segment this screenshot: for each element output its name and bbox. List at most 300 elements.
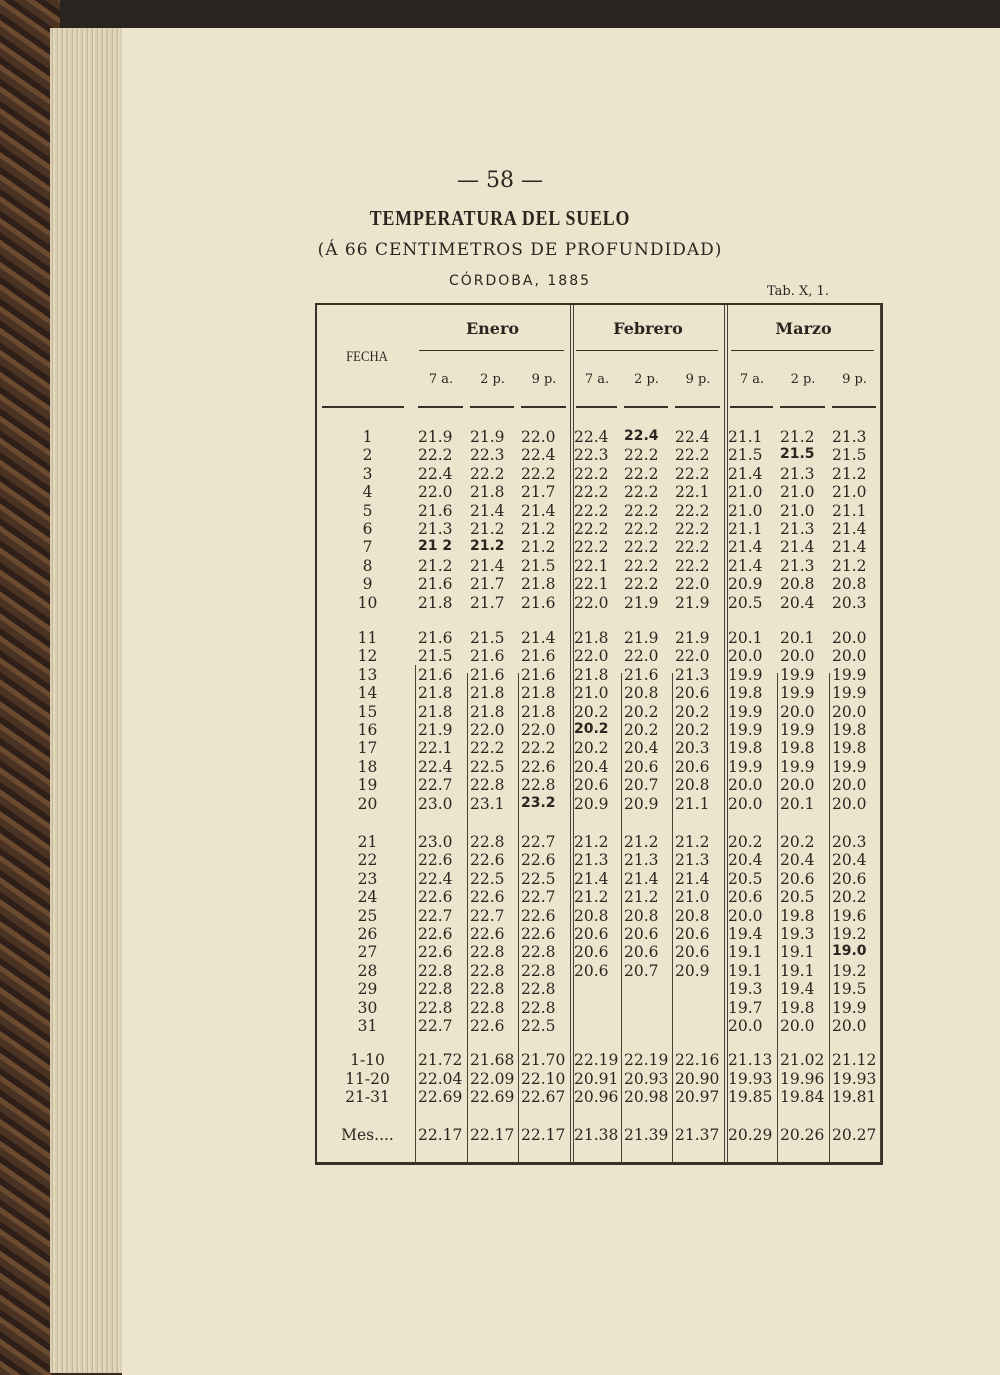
header-fecha: FECHA <box>346 349 388 365</box>
row-label: 12 <box>357 647 378 666</box>
row-label: 17 <box>357 739 378 758</box>
table-cell: 22.69 <box>418 1088 463 1106</box>
table-cell: 21.12 <box>832 1051 877 1069</box>
table-cell: 22.8 <box>470 980 505 999</box>
table-cell: 22.2 <box>574 464 609 483</box>
row-label: 7 <box>362 538 373 557</box>
row-label: 9 <box>362 575 373 594</box>
table-cell: 20.8 <box>675 776 710 795</box>
table-cell: 21.9 <box>624 629 659 647</box>
table-cell: 21.5 <box>780 446 815 463</box>
table-cell: 21.0 <box>832 483 867 502</box>
table-cell: 20.8 <box>675 906 710 925</box>
table-cell: 22.1 <box>574 556 609 575</box>
table-cell: 21.5 <box>521 556 556 575</box>
table-cell: 22.8 <box>521 776 556 795</box>
table-cell: 19.8 <box>728 739 763 758</box>
table-cell: 20.4 <box>780 593 815 612</box>
table-cell: 20.0 <box>728 647 763 666</box>
table-cell: 22.2 <box>624 575 659 594</box>
table-cell: 22.8 <box>470 998 505 1017</box>
table-cell: 19.7 <box>728 998 763 1017</box>
table-cell: 21.8 <box>574 629 609 647</box>
table-cell: 21.6 <box>470 665 505 684</box>
table-cell: 21.5 <box>418 647 453 666</box>
header-rule <box>624 406 668 408</box>
table-cell: 21.2 <box>470 520 505 538</box>
row-label: 24 <box>357 888 378 907</box>
table-cell: 22.6 <box>418 943 453 962</box>
row-label: 3 <box>362 464 373 483</box>
row-label: 18 <box>357 757 378 776</box>
header-rule <box>322 406 404 408</box>
row-label: 1-10 <box>350 1051 385 1069</box>
table-cell: 20.8 <box>832 575 867 594</box>
table-cell: 19.4 <box>728 925 763 943</box>
table-cell: 23.0 <box>418 794 453 813</box>
table-cell: 21.2 <box>521 520 556 538</box>
table-cell: 22.0 <box>675 647 710 666</box>
header-rule <box>576 406 617 408</box>
table-cell: 22.8 <box>418 961 453 980</box>
table-cell: 21.6 <box>521 665 556 684</box>
table-cell: 21.2 <box>832 556 867 575</box>
table-cell: 21.8 <box>521 684 556 703</box>
table-cell: 21.2 <box>832 464 867 483</box>
header-time: 7 a. <box>739 372 765 387</box>
table-cell: 20.0 <box>728 776 763 795</box>
table-id: Tab. X, 1. <box>767 284 829 299</box>
row-label: Mes.... <box>341 1126 394 1144</box>
table-cell: 20.3 <box>832 593 867 612</box>
table-cell: 19.81 <box>832 1088 877 1106</box>
header-time: 2 p. <box>480 372 505 387</box>
table-cell: 22.17 <box>470 1126 515 1144</box>
table-cell: 21.7 <box>521 483 556 502</box>
header-rule <box>521 406 566 408</box>
table-cell: 20.1 <box>728 629 763 647</box>
table-cell: 20.0 <box>780 702 815 721</box>
table-cell: 20.3 <box>832 833 867 851</box>
table-cell: 22.4 <box>675 428 710 446</box>
header-time: 7 a. <box>584 372 610 387</box>
table-cell: 19.96 <box>780 1069 825 1088</box>
table-cell: 22.19 <box>574 1051 619 1069</box>
table-cell: 21.6 <box>418 501 453 520</box>
table-cell: 21.5 <box>470 629 505 647</box>
table-cell: 21.1 <box>728 520 763 538</box>
header-time: 2 p. <box>790 372 816 387</box>
table-cell: 22.4 <box>624 428 659 444</box>
table-cell: 21.4 <box>470 556 505 575</box>
table-cell: 23.2 <box>521 794 556 811</box>
header-time: 9 p. <box>842 372 867 387</box>
table-cell: 22.8 <box>521 998 556 1017</box>
table-cell: 19.3 <box>728 980 763 999</box>
table-cell: 21.4 <box>470 501 505 520</box>
row-label: 20 <box>357 794 378 813</box>
table-cell: 20.96 <box>574 1088 619 1106</box>
table-cell: 20.6 <box>574 776 609 795</box>
table-cell: 22.6 <box>418 888 453 907</box>
table-cell: 20.0 <box>832 794 867 813</box>
table-cell: 20.9 <box>574 794 609 813</box>
table-cell: 19.1 <box>728 943 763 962</box>
row-label: 5 <box>362 501 373 520</box>
header-rule <box>832 406 876 408</box>
table-cell: 20.8 <box>624 906 659 925</box>
table-cell: 22.2 <box>675 464 710 483</box>
table-cell: 22.0 <box>574 647 609 666</box>
table-cell: 21.4 <box>832 520 867 538</box>
table-cell: 20.6 <box>624 925 659 943</box>
table-cell: 20.6 <box>574 925 609 943</box>
table-cell: 20.4 <box>780 851 815 870</box>
table-cell: 21.1 <box>675 794 710 813</box>
table-cell: 19.9 <box>832 665 867 684</box>
table-cell: 20.26 <box>780 1126 825 1144</box>
table-cell: 22.4 <box>574 428 609 446</box>
header-rule <box>675 406 720 408</box>
table-cell: 19.1 <box>780 961 815 980</box>
table-cell: 22.17 <box>418 1126 463 1144</box>
table-cell: 22.8 <box>470 833 505 851</box>
table-cell: 22.3 <box>470 446 505 465</box>
table-cell: 19.9 <box>832 684 867 703</box>
table-cell: 22.0 <box>574 593 609 612</box>
table-cell: 20.4 <box>832 851 867 870</box>
table-cell: 22.8 <box>521 961 556 980</box>
table-cell: 21.2 <box>521 538 556 557</box>
table-cell: 21.7 <box>470 593 505 612</box>
table-cell: 21.7 <box>470 575 505 594</box>
table-cell: 22.6 <box>470 925 505 943</box>
table-cell: 22.0 <box>624 647 659 666</box>
table-cell: 20.0 <box>832 776 867 795</box>
page-title: TEMPERATURA DEL SUELO <box>369 206 631 230</box>
column-rule <box>672 673 673 1163</box>
table-cell: 20.2 <box>574 721 609 737</box>
table-cell: 19.8 <box>728 684 763 703</box>
table-cell: 21.8 <box>521 575 556 594</box>
table-cell: 22.19 <box>624 1051 669 1069</box>
table-cell: 21.0 <box>675 888 710 907</box>
table-cell: 20.2 <box>574 702 609 721</box>
table-cell: 23.1 <box>470 794 505 813</box>
table-cell: 21.4 <box>728 556 763 575</box>
header-month: Marzo <box>775 319 832 338</box>
table-cell: 20.2 <box>574 739 609 758</box>
table-cell: 20.6 <box>832 869 867 888</box>
table-cell: 22.2 <box>574 538 609 557</box>
table-cell: 22.5 <box>521 869 556 888</box>
table-cell: 19.9 <box>780 721 815 739</box>
row-label: 10 <box>357 593 378 612</box>
table-cell: 20.4 <box>728 851 763 870</box>
table-cell: 19.6 <box>832 906 867 925</box>
row-label: 23 <box>357 869 378 888</box>
table-cell: 20.2 <box>624 702 659 721</box>
table-cell: 22.17 <box>521 1126 566 1144</box>
table-cell: 21.68 <box>470 1051 515 1069</box>
table-cell: 21.2 <box>675 833 710 851</box>
table-cell: 20.6 <box>675 925 710 943</box>
header-time: 9 p. <box>531 372 557 387</box>
table-cell: 20.9 <box>675 961 710 980</box>
table-cell: 20.9 <box>728 575 763 594</box>
table-cell: 19.2 <box>832 961 867 980</box>
table-cell: 20.7 <box>624 961 659 980</box>
header-rule <box>730 406 773 408</box>
row-label: 4 <box>362 483 373 502</box>
month-brace <box>731 350 874 357</box>
table-cell: 22.5 <box>470 757 505 776</box>
table-cell: 21.1 <box>728 428 763 446</box>
row-label: 21-31 <box>345 1088 390 1106</box>
table-cell: 21.9 <box>470 428 505 446</box>
table-cell: 22.6 <box>470 851 505 870</box>
table-cell: 20.9 <box>624 794 659 813</box>
header-time: 7 a. <box>428 372 454 387</box>
table-cell: 22.2 <box>675 556 710 575</box>
table-cell: 19.85 <box>728 1088 773 1106</box>
table-cell: 22.8 <box>418 980 453 999</box>
table-cell: 21.38 <box>574 1126 619 1144</box>
table-cell: 20.2 <box>780 833 815 851</box>
table-cell: 20.6 <box>675 757 710 776</box>
table-cell: 21.4 <box>624 869 659 888</box>
table-cell: 19.8 <box>780 739 815 758</box>
row-label: 25 <box>357 906 378 925</box>
column-rule <box>518 673 519 1163</box>
table-cell: 21.5 <box>728 446 763 465</box>
table-cell: 19.9 <box>728 702 763 721</box>
table-cell: 22.2 <box>675 501 710 520</box>
table-cell: 20.6 <box>780 869 815 888</box>
table-cell: 19.93 <box>832 1069 877 1088</box>
header-rule <box>418 406 463 408</box>
table-cell: 19.8 <box>832 721 867 739</box>
table-cell: 20.0 <box>728 906 763 925</box>
table-cell: 20.27 <box>832 1126 877 1144</box>
table-cell: 22.10 <box>521 1069 566 1088</box>
table-cell: 21.1 <box>832 501 867 520</box>
table-cell: 19.9 <box>780 684 815 703</box>
table-cell: 22.8 <box>470 943 505 962</box>
column-rule <box>570 305 571 1163</box>
table-cell: 22.09 <box>470 1069 515 1088</box>
table-cell: 21.0 <box>780 501 815 520</box>
table-cell: 22.2 <box>574 501 609 520</box>
table-cell: 22.5 <box>521 1017 556 1035</box>
table-cell: 21.37 <box>675 1126 720 1144</box>
table-cell: 20.29 <box>728 1126 773 1144</box>
table-cell: 21.9 <box>675 629 710 647</box>
table-cell: 22.2 <box>624 501 659 520</box>
table-cell: 21.9 <box>418 721 453 739</box>
table-cell: 22.6 <box>521 757 556 776</box>
table-cell: 21.8 <box>418 684 453 703</box>
scan-top-edge <box>0 0 1000 28</box>
table-cell: 20.0 <box>780 776 815 795</box>
table-cell: 21.0 <box>780 483 815 502</box>
table-cell: 19.84 <box>780 1088 825 1106</box>
table-cell: 21.3 <box>780 520 815 538</box>
table-cell: 20.6 <box>624 943 659 962</box>
column-rule <box>724 305 725 1163</box>
table-cell: 22.0 <box>521 428 556 446</box>
table-cell: 21.3 <box>832 428 867 446</box>
table-cell: 22.0 <box>675 575 710 594</box>
table-cell: 21.3 <box>574 851 609 870</box>
table-cell: 21.3 <box>675 851 710 870</box>
table-cell: 21 2 <box>418 538 453 555</box>
table-cell: 20.0 <box>728 1017 763 1035</box>
table-cell: 22.2 <box>470 739 505 758</box>
table-cell: 21.4 <box>521 629 556 647</box>
table-cell: 22.2 <box>624 520 659 538</box>
table-cell: 22.6 <box>418 851 453 870</box>
header-time: 2 p. <box>634 372 659 387</box>
table-cell: 19.9 <box>780 757 815 776</box>
table-cell: 22.1 <box>675 483 710 502</box>
table-cell: 22.4 <box>418 757 453 776</box>
table-cell: 22.7 <box>418 906 453 925</box>
table-cell: 19.8 <box>832 739 867 758</box>
table-cell: 22.7 <box>521 888 556 907</box>
table-cell: 19.8 <box>780 906 815 925</box>
table-cell: 20.0 <box>728 794 763 813</box>
table-cell: 22.0 <box>470 721 505 739</box>
table-cell: 21.0 <box>574 684 609 703</box>
data-table <box>315 303 883 1165</box>
table-cell: 21.02 <box>780 1051 825 1069</box>
table-cell: 21.2 <box>624 888 659 907</box>
table-cell: 20.4 <box>624 739 659 758</box>
column-rule <box>777 673 778 1163</box>
table-cell: 21.8 <box>470 702 505 721</box>
page-number: — 58 — <box>457 168 543 193</box>
table-cell: 22.7 <box>418 1017 453 1035</box>
table-cell: 21.3 <box>780 464 815 483</box>
table-cell: 20.6 <box>574 961 609 980</box>
header-rule <box>470 406 514 408</box>
table-cell: 20.2 <box>728 833 763 851</box>
table-cell: 21.5 <box>832 446 867 465</box>
table-cell: 21.39 <box>624 1126 669 1144</box>
row-label: 15 <box>357 702 378 721</box>
table-cell: 22.67 <box>521 1088 566 1106</box>
row-label: 31 <box>357 1017 378 1035</box>
table-cell: 21.4 <box>728 464 763 483</box>
table-cell: 20.97 <box>675 1088 720 1106</box>
row-label: 30 <box>357 998 378 1017</box>
table-cell: 21.6 <box>418 575 453 594</box>
table-cell: 19.4 <box>780 980 815 999</box>
column-rule <box>415 665 416 1163</box>
table-cell: 20.6 <box>574 943 609 962</box>
table-cell: 22.2 <box>675 520 710 538</box>
table-cell: 22.2 <box>521 464 556 483</box>
table-cell: 20.6 <box>624 757 659 776</box>
table-cell: 20.5 <box>780 888 815 907</box>
table-cell: 21.2 <box>470 538 505 555</box>
table-cell: 21.2 <box>574 888 609 907</box>
table-cell: 21.4 <box>728 538 763 557</box>
table-cell: 19.9 <box>728 757 763 776</box>
page-subtitle: (Á 66 CENTIMETROS DE PROFUNDIDAD) <box>317 240 723 260</box>
table-cell: 20.4 <box>574 757 609 776</box>
table-cell: 21.3 <box>780 556 815 575</box>
table-cell: 22.6 <box>521 851 556 870</box>
row-label: 29 <box>357 980 378 999</box>
table-cell: 19.1 <box>728 961 763 980</box>
header-month: Enero <box>465 319 520 338</box>
header-month: Febrero <box>613 319 683 338</box>
table-cell: 20.2 <box>624 721 659 739</box>
table-cell: 20.5 <box>728 593 763 612</box>
row-label: 2 <box>362 446 373 465</box>
table-cell: 22.2 <box>574 483 609 502</box>
table-cell: 22.6 <box>418 925 453 943</box>
row-label: 11-20 <box>345 1069 390 1088</box>
table-cell: 22.0 <box>521 721 556 739</box>
table-cell: 21.9 <box>418 428 453 446</box>
table-cell: 22.8 <box>470 961 505 980</box>
table-cell: 20.1 <box>780 629 815 647</box>
table-cell: 20.0 <box>832 1017 867 1035</box>
table-cell: 22.4 <box>418 464 453 483</box>
table-cell: 21.70 <box>521 1051 566 1069</box>
table-cell: 20.6 <box>675 684 710 703</box>
header-time: 9 p. <box>685 372 711 387</box>
table-cell: 19.8 <box>780 998 815 1017</box>
table-cell: 22.6 <box>521 906 556 925</box>
table-cell: 22.6 <box>470 888 505 907</box>
table-cell: 20.2 <box>832 888 867 907</box>
table-cell: 21.8 <box>470 684 505 703</box>
table-cell: 22.2 <box>624 483 659 502</box>
table-cell: 21.2 <box>574 833 609 851</box>
table-cell: 19.1 <box>780 943 815 962</box>
row-label: 19 <box>357 776 378 795</box>
table-cell: 20.0 <box>832 629 867 647</box>
table-cell: 22.16 <box>675 1051 720 1069</box>
table-cell: 21.4 <box>521 501 556 520</box>
table-cell: 21.13 <box>728 1051 773 1069</box>
table-cell: 22.5 <box>470 869 505 888</box>
column-rule <box>621 673 622 1163</box>
table-cell: 21.0 <box>728 483 763 502</box>
table-cell: 20.6 <box>675 943 710 962</box>
row-label: 27 <box>357 943 378 962</box>
table-cell: 22.2 <box>624 556 659 575</box>
table-cell: 19.9 <box>832 757 867 776</box>
table-cell: 21.2 <box>780 428 815 446</box>
table-cell: 21.6 <box>521 593 556 612</box>
table-cell: 22.1 <box>574 575 609 594</box>
table-cell: 21.72 <box>418 1051 463 1069</box>
table-cell: 20.98 <box>624 1088 669 1106</box>
table-cell: 19.9 <box>728 665 763 684</box>
row-label: 21 <box>357 833 378 851</box>
column-rule <box>829 673 830 1163</box>
table-cell: 20.2 <box>675 702 710 721</box>
month-brace <box>576 350 718 357</box>
table-cell: 20.0 <box>780 1017 815 1035</box>
table-cell: 20.6 <box>728 888 763 907</box>
table-cell: 21.6 <box>418 629 453 647</box>
